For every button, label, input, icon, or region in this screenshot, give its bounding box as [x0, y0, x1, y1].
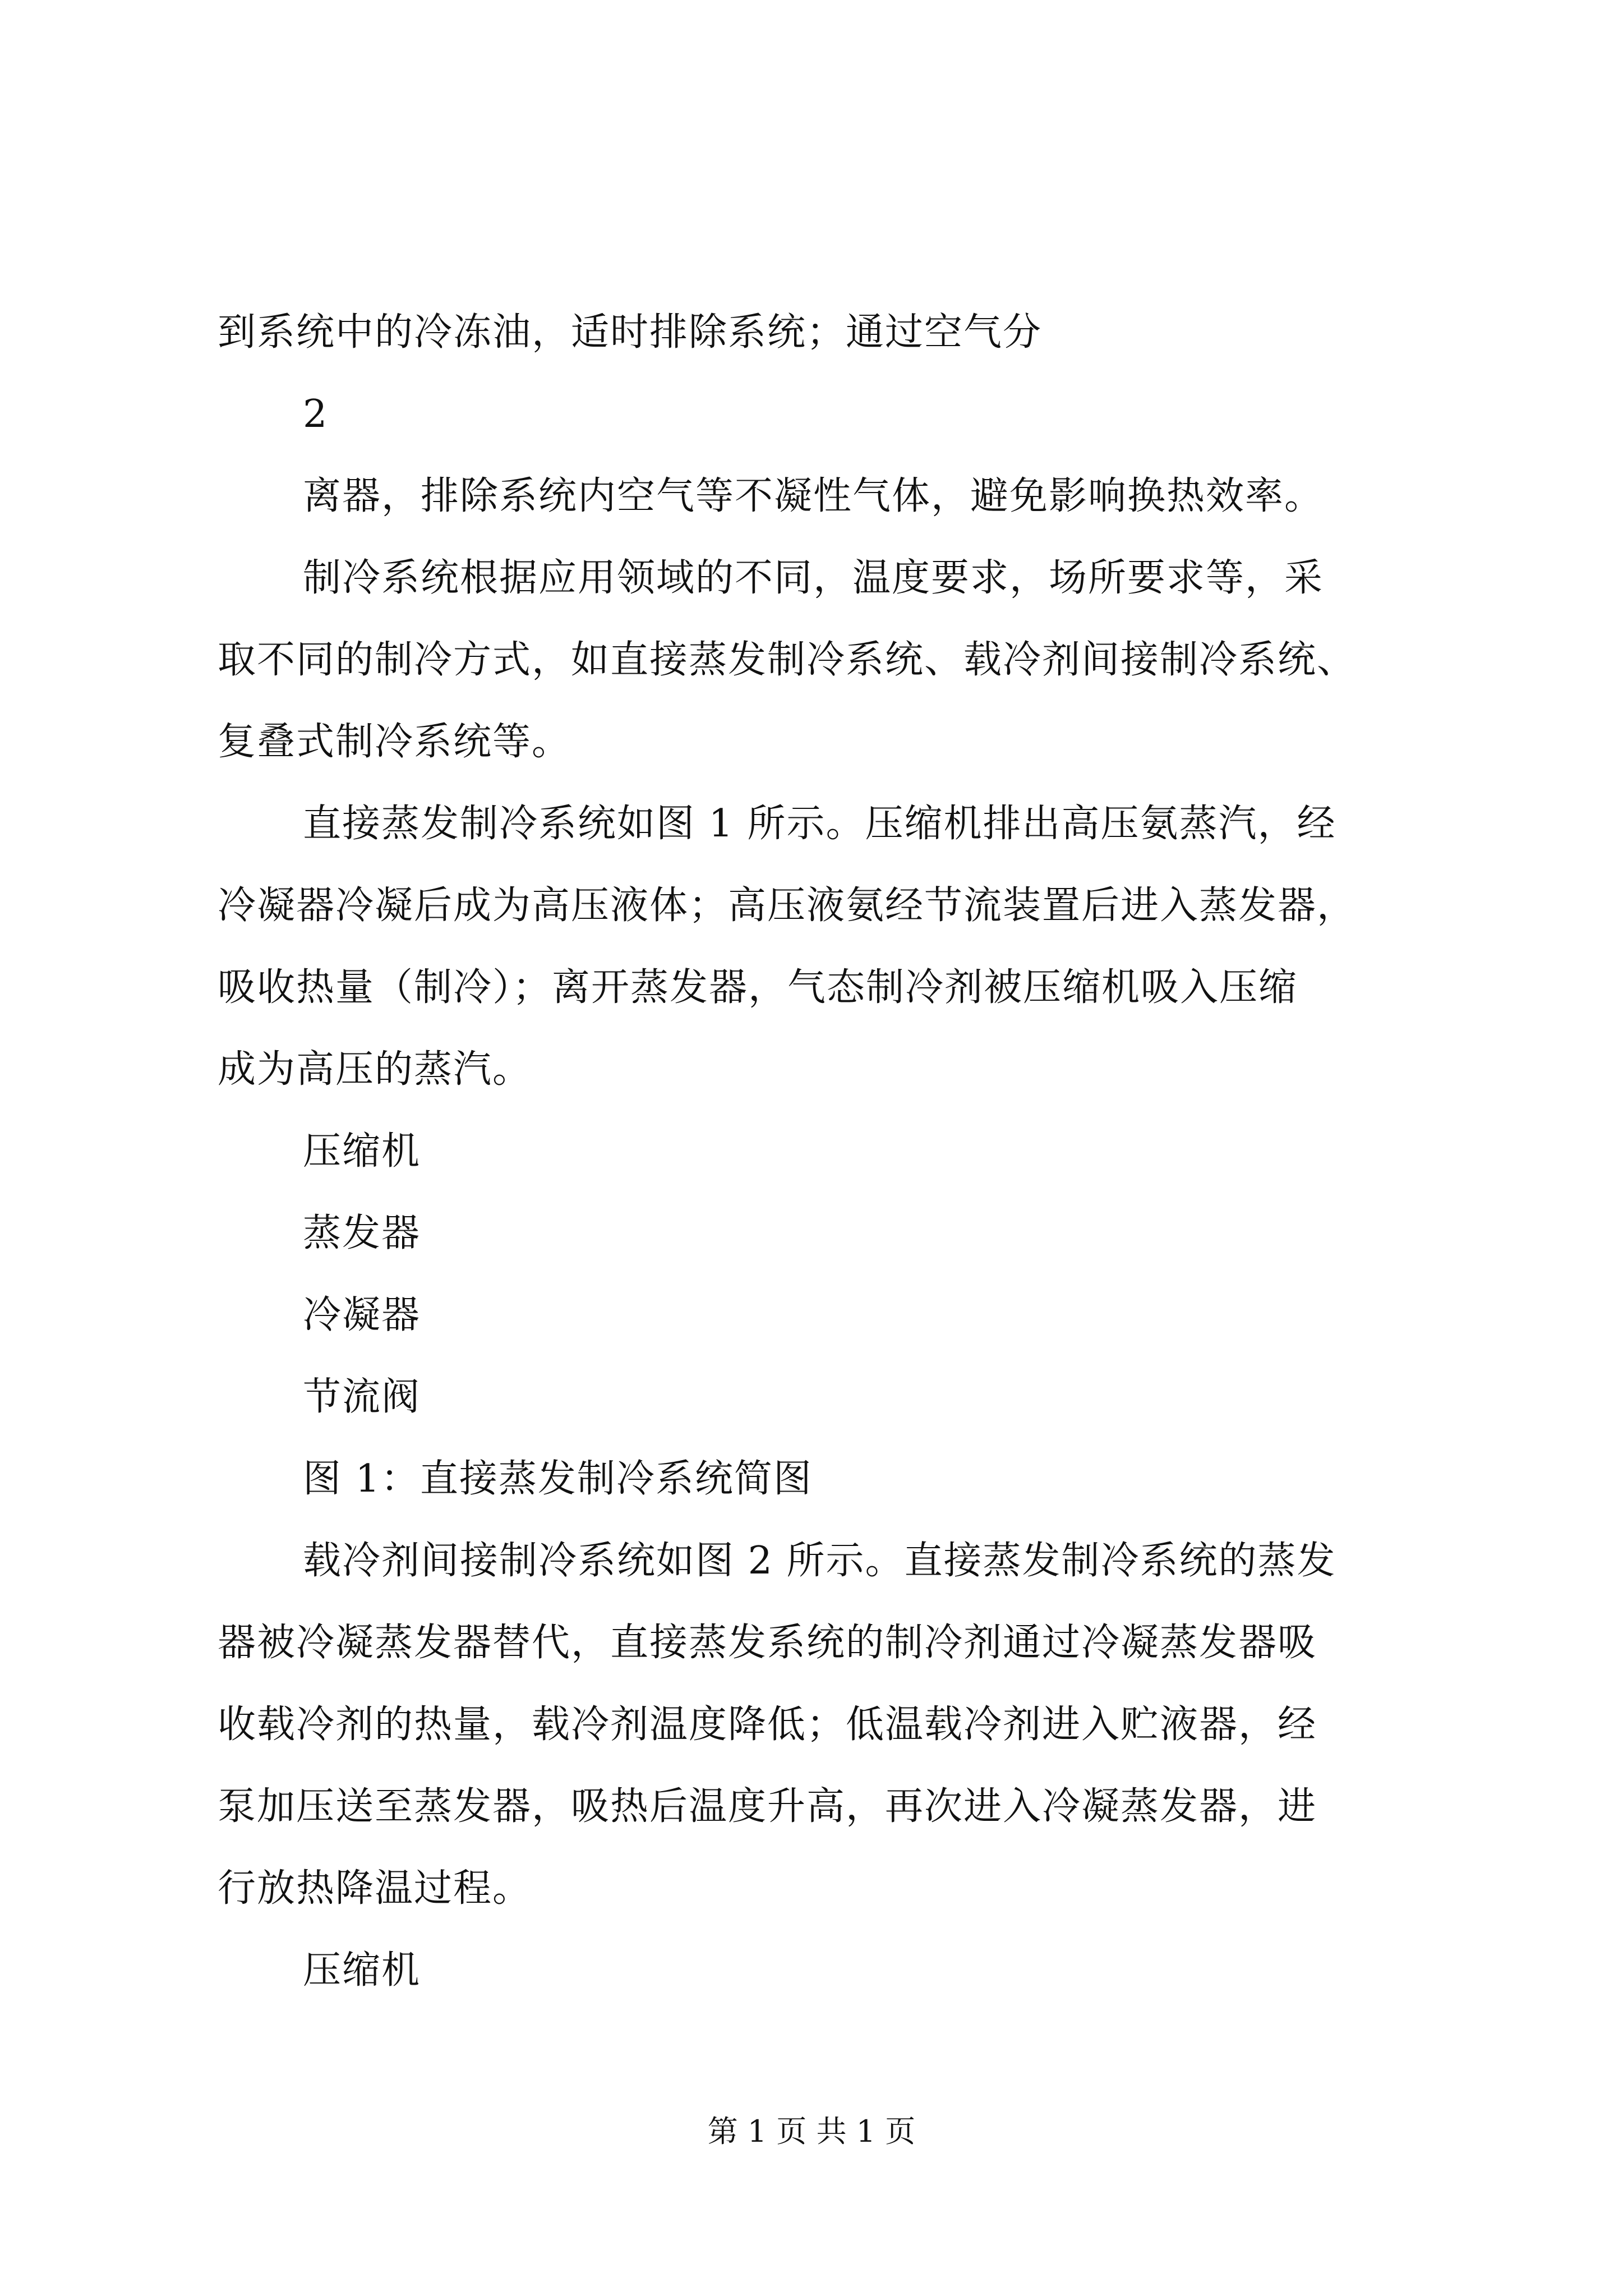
paragraph-line: 收载冷剂的热量，载冷剂温度降低；低温载冷剂进入贮液器，经	[218, 1703, 1317, 1747]
paragraph-line: 到系统中的冷冻油，适时排除系统；通过空气分	[218, 310, 1043, 355]
figure-caption: 图 1：直接蒸发制冷系统简图	[303, 1457, 813, 1501]
paragraph-line: 取不同的制冷方式，如直接蒸发制冷系统、载冷剂间接制冷系统、	[218, 638, 1357, 682]
paragraph-line: 行放热降温过程。	[218, 1866, 532, 1911]
diagram-label-condenser: 冷凝器	[303, 1293, 421, 1337]
diagram-label-compressor: 压缩机	[303, 1948, 421, 1993]
document-body	[218, 292, 1423, 2012]
paragraph-line: 载冷剂间接制冷系统如图 2 所示。直接蒸发制冷系统的蒸发	[303, 1539, 1336, 1583]
paragraph-line: 吸收热量（制冷）；离开蒸发器，气态制冷剂被压缩机吸入压缩	[218, 965, 1298, 1010]
page-number-marker: 2	[303, 392, 329, 436]
paragraph-line: 离器，排除系统内空气等不凝性气体，避免影响换热效率。	[303, 474, 1324, 518]
paragraph-line: 制冷系统根据应用领域的不同，温度要求，场所要求等，采	[303, 556, 1324, 600]
diagram-label-throttle-valve: 节流阀	[303, 1375, 421, 1419]
paragraph-line: 泵加压送至蒸发器，吸热后温度升高，再次进入冷凝蒸发器，进	[218, 1784, 1317, 1829]
paragraph-line: 成为高压的蒸汽。	[218, 1047, 532, 1092]
paragraph-line: 直接蒸发制冷系统如图 1 所示。压缩机排出高压氨蒸汽，经	[303, 802, 1336, 846]
paragraph-line: 器被冷凝蒸发器替代，直接蒸发系统的制冷剂通过冷凝蒸发器吸	[218, 1621, 1317, 1665]
diagram-label-evaporator: 蒸发器	[303, 1211, 421, 1255]
paragraph-line: 复叠式制冷系统等。	[218, 720, 571, 764]
page-footer: 第 1 页 共 1 页	[707, 2114, 916, 2149]
diagram-label-compressor: 压缩机	[303, 1129, 421, 1174]
paragraph-line: 冷凝器冷凝后成为高压液体；高压液氨经节流装置后进入蒸发器，	[218, 884, 1357, 928]
